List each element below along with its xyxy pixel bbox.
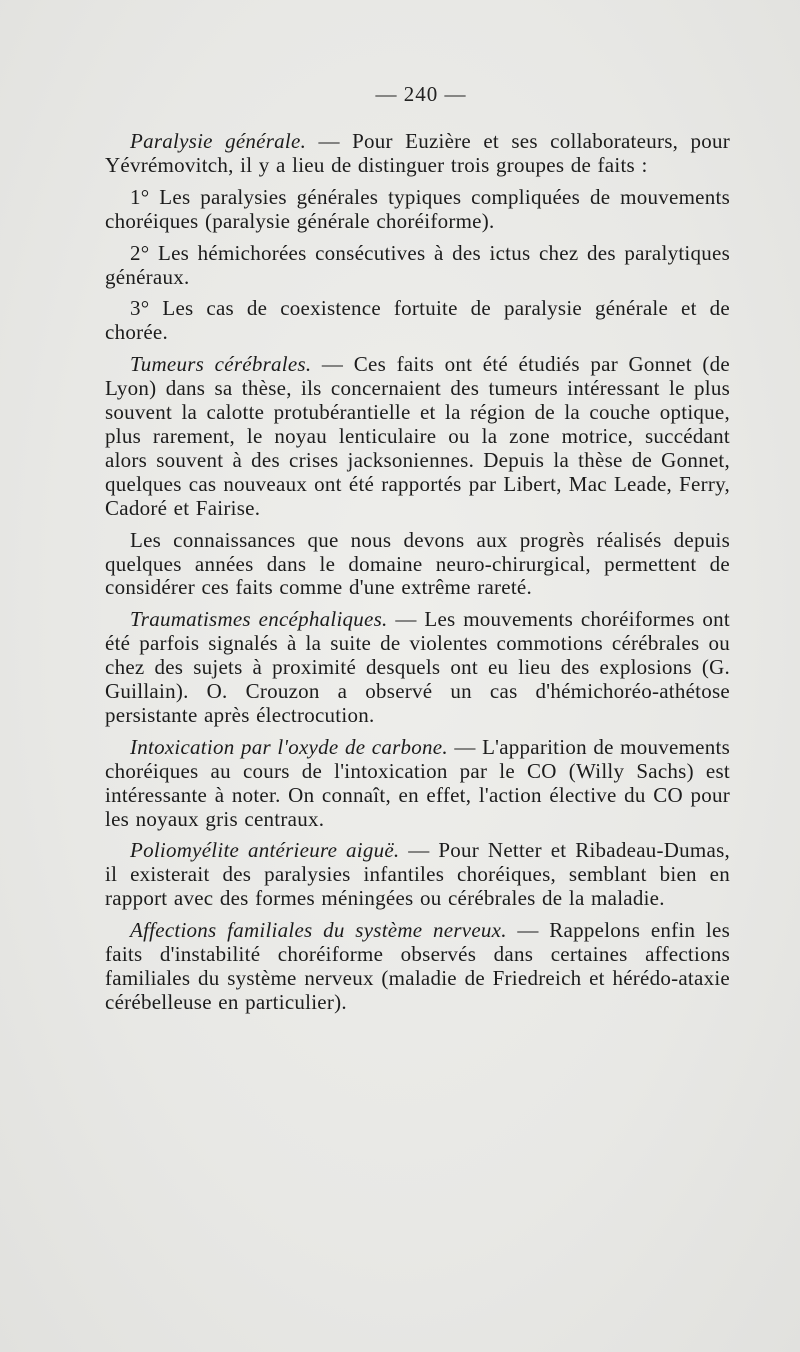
list-item-2 bbox=[105, 242, 730, 290]
section-heading: Poliomyélite antérieure aiguë. bbox=[130, 838, 400, 863]
paragraph-text: 1° Les paralysies générales typiques compliquées de mouvements choréiques (paralysie générale choréiforme). bbox=[105, 184, 730, 233]
paragraph-text: — Pour Netter et Ribadeau-Dumas, il existerait des paralysies infantiles choréiques, semblant bien en rapport avec des formes méningées ou cérébrales de la maladie. bbox=[105, 838, 731, 911]
page-number: — 240 — bbox=[375, 82, 467, 106]
paragraph-intoxication bbox=[105, 736, 730, 832]
paragraph-connaissances bbox=[105, 529, 730, 601]
paragraph-affections-familiales bbox=[105, 919, 730, 1015]
section-heading: Tumeurs cérébrales. bbox=[130, 352, 312, 377]
section-heading: Intoxication par l'oxyde de carbone. bbox=[130, 734, 448, 759]
paragraph-text: 2° Les hémichorées consécutives à des ictus chez des paralytiques généraux. bbox=[105, 240, 730, 289]
paragraph-text: — Ces faits ont été étudiés par Gonnet (de Lyon) dans sa thèse, ils concernaient des tumeurs intéressant le plus souvent la calotte protubérantielle et la région de la couche optique, plus rarement, le noyau lenticulaire ou la zone motrice, succédant alors souvent à des crises jacksoniennes. Depuis la thèse de Gonnet, quelques cas nouveaux ont été rapportés par Libert, Mac Leade, Ferry, Cadoré et Fairise. bbox=[105, 352, 730, 520]
paragraph-text: 3° Les cas de coexistence fortuite de paralysie générale et de chorée. bbox=[105, 296, 730, 345]
paragraph-traumatismes bbox=[105, 608, 730, 728]
section-heading: Affections familiales du système nerveux. bbox=[130, 918, 507, 943]
list-item-1 bbox=[105, 186, 730, 234]
page-body bbox=[105, 130, 730, 1023]
paragraph-text: — L'apparition de mouvements choréiques au cours de l'intoxication par le CO (Willy Sachs) est intéressante à noter. On connaît, en effet, l'action élective du CO pour les noyaux gris centraux. bbox=[105, 734, 730, 831]
section-heading: Paralysie générale. bbox=[130, 129, 307, 153]
paragraph-text: Les connaissances que nous devons aux progrès réalisés depuis quelques années dans le domaine neuro-chirurgical, permettent de considérer ces faits comme d'une extrême rareté. bbox=[105, 527, 730, 600]
paragraph-text: — Les mouvements choréiformes ont été parfois signalés à la suite de violentes commotions cérébrales ou chez des sujets à proximité desquels ont eu lieu des explosions (G. Guillain). O. Crouzon a observé un cas d'hémichoréo-athétose persistante après électrocution. bbox=[105, 607, 730, 727]
section-heading: Traumatismes encéphaliques. bbox=[130, 607, 388, 632]
list-item-3 bbox=[105, 297, 730, 345]
paragraph-poliomyelite bbox=[105, 839, 730, 911]
paragraph-text: — Pour Euzière et ses collaborateurs, pour Yévrémovitch, il y a lieu de distinguer trois groupes de faits : bbox=[105, 129, 730, 177]
paragraph-paralysie-generale bbox=[105, 130, 730, 178]
paragraph-text: — Rappelons enfin les faits d'instabilité choréiforme observés dans certaines affections familiales du système nerveux (maladie de Friedreich et hérédo-ataxie cérébelleuse en particulier). bbox=[105, 918, 730, 1014]
paragraph-tumeurs-cerebrales bbox=[105, 353, 730, 520]
